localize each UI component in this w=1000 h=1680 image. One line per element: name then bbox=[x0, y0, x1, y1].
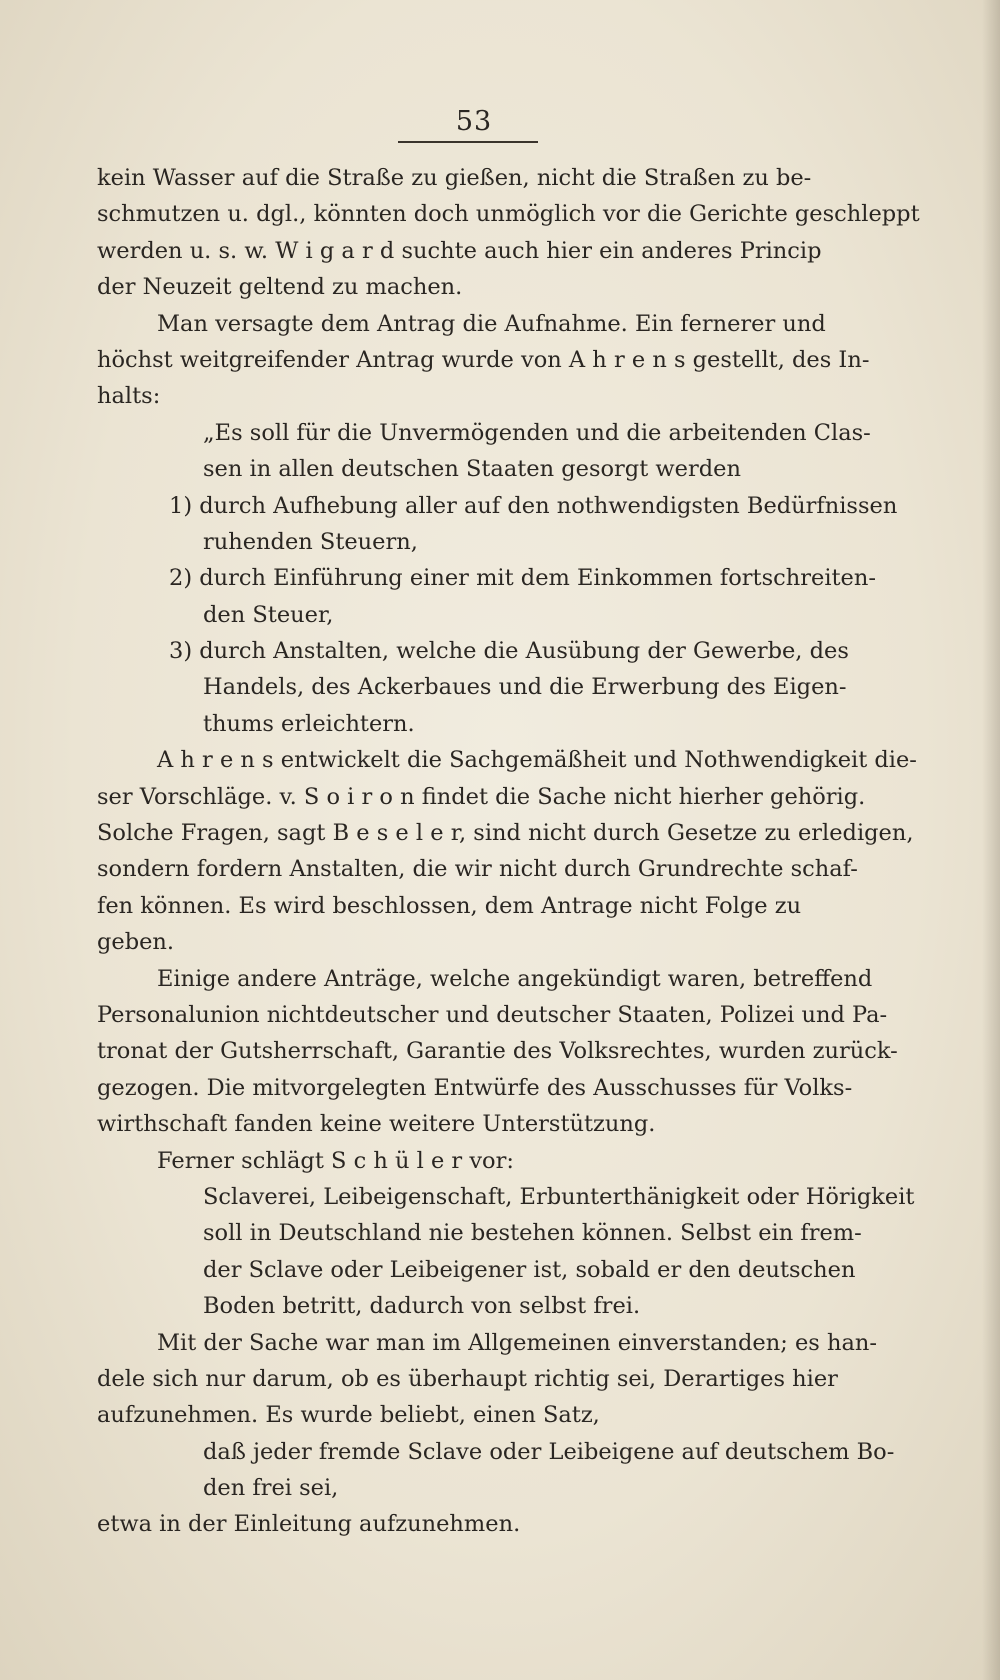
page-number: 53 bbox=[455, 106, 493, 137]
list-item-line: 3) durch Anstalten, welche die Ausübung der Gewerbe, des bbox=[169, 638, 849, 665]
list-item-line: 2) durch Einführung einer mit dem Einkommen fortschreiten- bbox=[169, 565, 876, 592]
text-line: dele sich nur darum, ob es überhaupt richtig sei, Derartiges hier bbox=[97, 1365, 838, 1392]
quote-line: soll in Deutschland nie bestehen können. Selbst ein frem- bbox=[203, 1220, 862, 1247]
quote-line: der Sclave oder Leibeigener ist, sobald er den deutschen bbox=[203, 1256, 856, 1283]
text-line: ser Vorschläge. v. S o i r o n findet die Sache nicht hierher gehörig. bbox=[97, 783, 866, 810]
list-item-continuation: ruhenden Steuern, bbox=[203, 528, 418, 555]
page-edge-shadow bbox=[982, 0, 1000, 1680]
text-line: höchst weitgreifender Antrag wurde von A h r e n s gestellt, des In- bbox=[97, 346, 870, 373]
header-rule bbox=[398, 141, 538, 143]
body-text bbox=[97, 160, 920, 1543]
text-line: gezogen. Die mitvorgelegten Entwürfe des Ausschusses für Volks- bbox=[97, 1074, 853, 1101]
text-line: schmutzen u. dgl., könnten doch unmöglich vor die Gerichte geschleppt bbox=[97, 201, 920, 228]
text-line: kein Wasser auf die Straße zu gießen, nicht die Straßen zu be- bbox=[97, 165, 812, 191]
text-line: werden u. s. w. W i g a r d suchte auch hier ein anderes Princip bbox=[97, 237, 822, 264]
list-item-continuation: thums erleichtern. bbox=[203, 710, 415, 737]
text-line: tronat der Gutsherrschaft, Garantie des Volksrechtes, wurden zurück- bbox=[97, 1038, 898, 1065]
quote-line: den frei sei, bbox=[203, 1475, 339, 1502]
quote-line: Boden betritt, dadurch von selbst frei. bbox=[203, 1293, 641, 1320]
text-line: sondern fordern Anstalten, die wir nicht durch Grundrechte schaf- bbox=[97, 856, 858, 883]
quote-line: Sclaverei, Leibeigenschaft, Erbunterthänigkeit oder Hörigkeit bbox=[203, 1183, 915, 1210]
quote-line: sen in allen deutschen Staaten gesorgt werden bbox=[203, 456, 741, 483]
text-line: etwa in der Einleitung aufzunehmen. bbox=[97, 1511, 521, 1538]
list-item-line: 1) durch Aufhebung aller auf den nothwendigsten Bedürfnissen bbox=[169, 492, 898, 519]
paragraph-start-line: Ferner schlägt S c h ü l e r vor: bbox=[157, 1147, 514, 1174]
list-item-continuation: Handels, des Ackerbaues und die Erwerbung des Eigen- bbox=[203, 674, 847, 701]
text-line: Personalunion nichtdeutscher und deutscher Staaten, Polizei und Pa- bbox=[97, 1001, 888, 1028]
paragraph-start-line: Einige andere Anträge, welche angekündigt waren, betreffend bbox=[157, 965, 873, 992]
quote-line: daß jeder fremde Sclave oder Leibeigene auf deutschem Bo- bbox=[203, 1438, 895, 1465]
paragraph-start-line: A h r e n s entwickelt die Sachgemäßheit und Nothwendigkeit die- bbox=[157, 747, 917, 774]
text-line: aufzunehmen. Es wurde beliebt, einen Satz, bbox=[97, 1402, 600, 1429]
text-line: halts: bbox=[97, 383, 161, 410]
paragraph-start-line: Mit der Sache war man im Allgemeinen einverstanden; es han- bbox=[157, 1329, 877, 1356]
text-line: wirthschaft fanden keine weitere Unterstützung. bbox=[97, 1111, 656, 1138]
quote-line: „Es soll für die Unvermögenden und die arbeitenden Clas- bbox=[203, 419, 871, 446]
text-line: der Neuzeit geltend zu machen. bbox=[97, 274, 463, 301]
text-line: geben. bbox=[97, 929, 175, 956]
text-line: fen können. Es wird beschlossen, dem Antrage nicht Folge zu bbox=[97, 892, 802, 919]
text-line: Solche Fragen, sagt B e s e l e r, sind nicht durch Gesetze zu erledigen, bbox=[97, 820, 914, 847]
list-item-continuation: den Steuer, bbox=[203, 601, 334, 628]
paragraph-start-line: Man versagte dem Antrag die Aufnahme. Ein fernerer und bbox=[157, 310, 826, 337]
